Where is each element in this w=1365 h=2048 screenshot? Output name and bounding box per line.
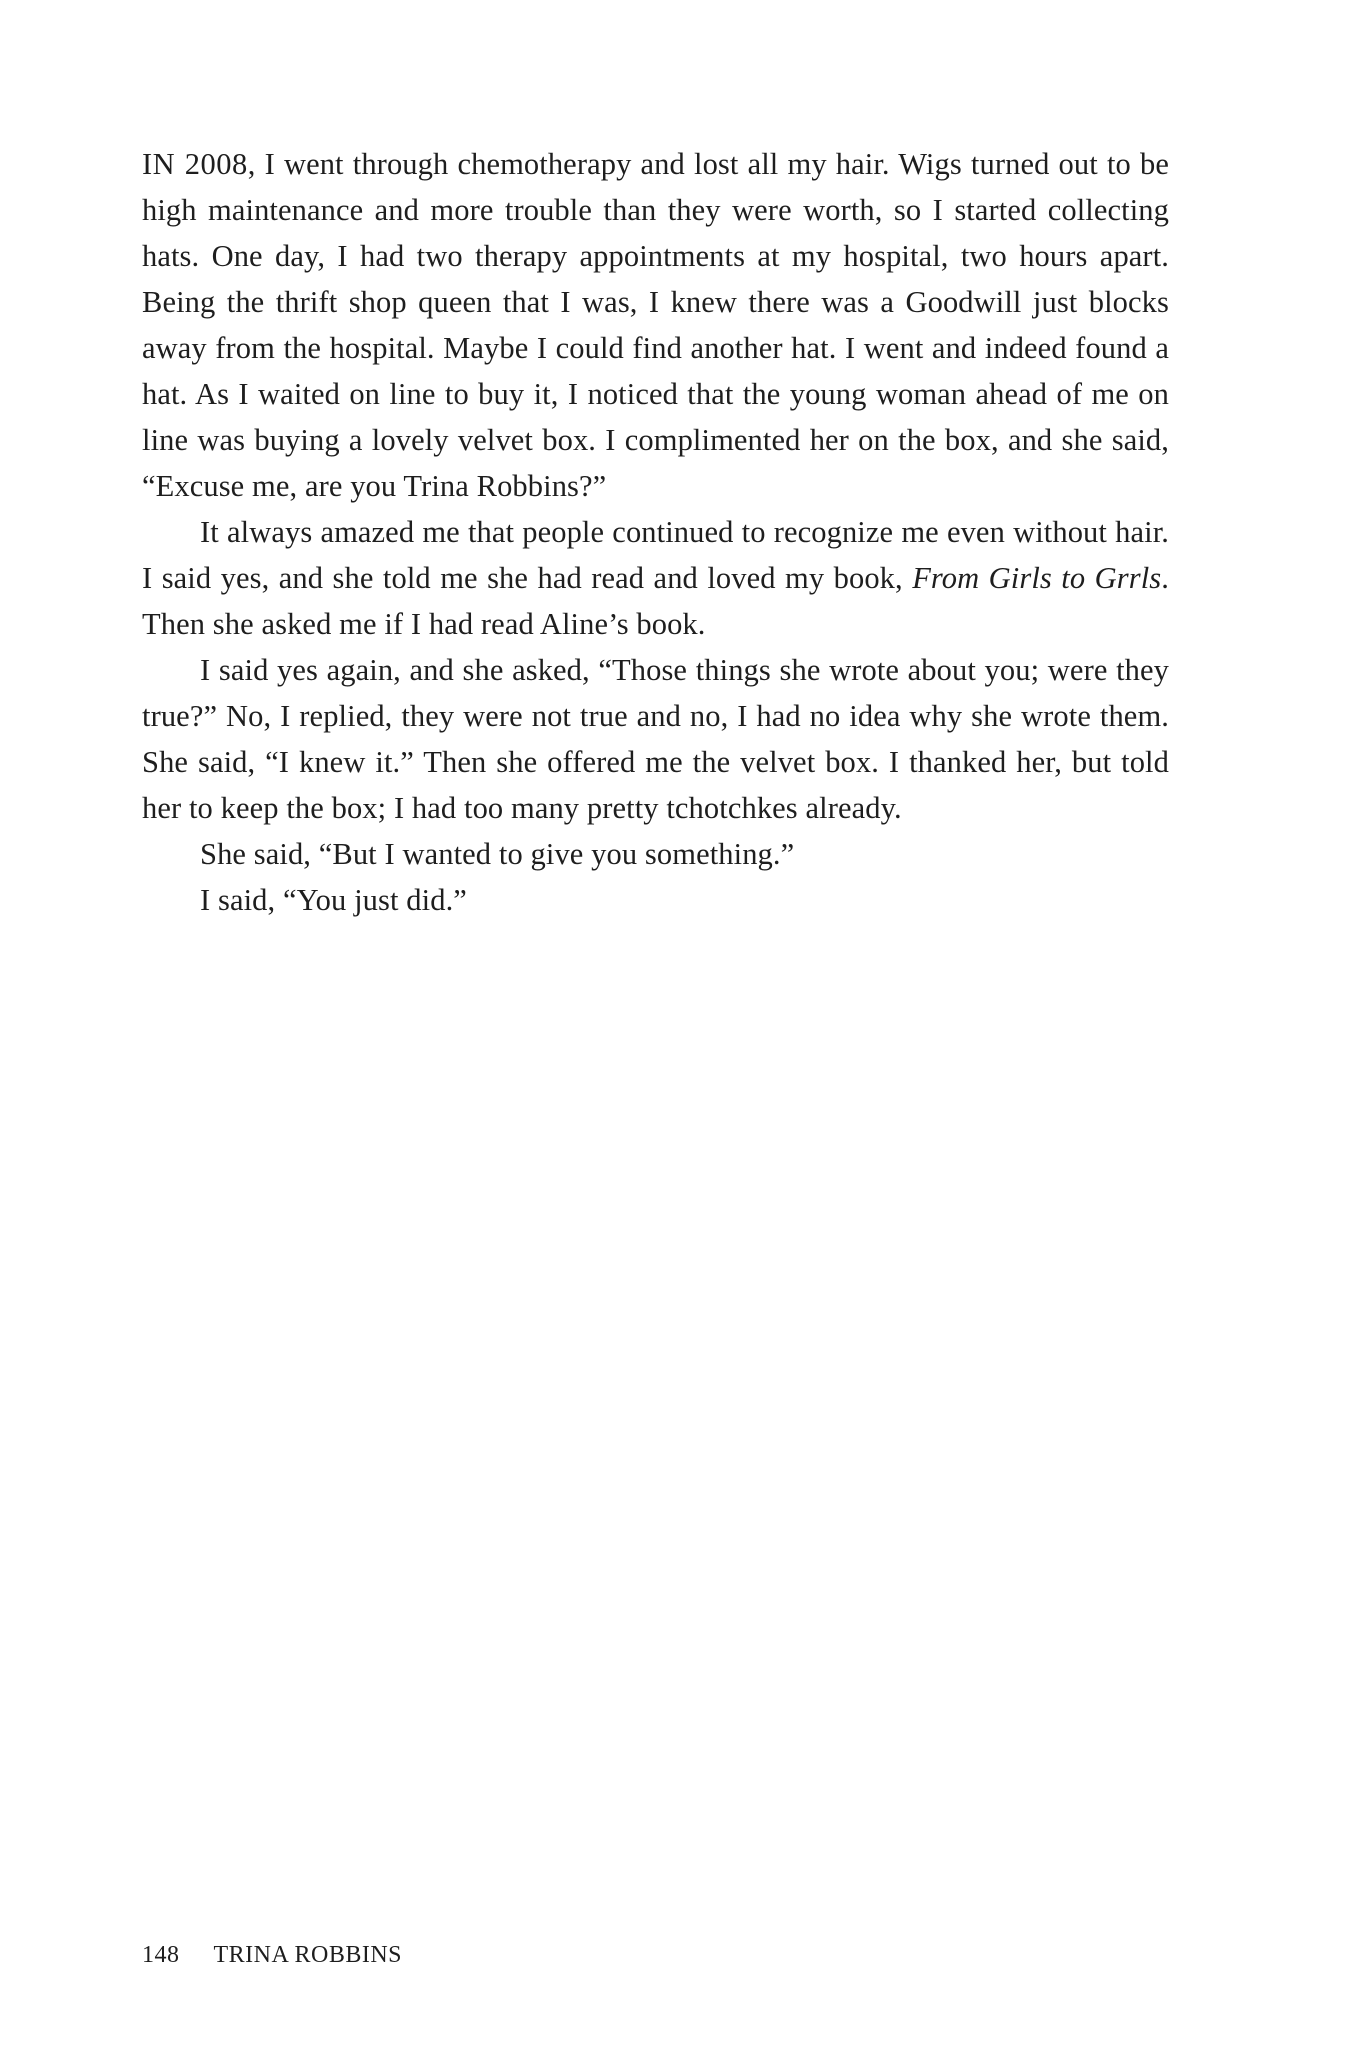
paragraph-1-text: , I went through chemotherapy and lost all my hair. Wigs turned out to be high maintenance and more trouble than they were worth, so I started collecting hats. One day, I had two therapy appointments at my hospital, two hours apart. Being the thrift shop queen that I was, I knew there was a Goodwill just blocks away from the hospital. Maybe I could find another hat. I went and indeed found a hat. As I waited on line to buy it, I noticed that the young woman ahead of me on line was buying a lovely velvet box. I complimented her on the box, and she said, “Excuse me, are you Trina Robbins?”	[142, 147, 1169, 503]
paragraph-4: She said, “But I wanted to give you something.”	[200, 837, 795, 871]
paragraph-2-text-before: It always amazed me that people continued to recognize me even without hair. I said yes, and she told me she had read and loved my book,	[142, 515, 1169, 595]
body-text	[142, 141, 1169, 923]
page-footer	[142, 1942, 402, 1969]
paragraph-5: I said, “You just did.”	[200, 883, 467, 917]
page-number: 148	[142, 1942, 180, 1968]
book-title: From Girls to Grrls	[912, 561, 1162, 595]
paragraph-2	[142, 509, 1169, 647]
paragraph-2-text-after: . Then she asked me if I had read Aline’s book.	[142, 561, 1170, 641]
paragraph-1	[142, 141, 1169, 509]
paragraph-3: I said yes again, and she asked, “Those things she wrote about you; were they true?” No, I replied, they were not true and no, I had no idea why she wrote them. She said, “I knew it.” Then she offered me the velvet box. I thanked her, but told her to keep the box; I had too many pretty tchotchkes already.	[142, 653, 1169, 825]
running-head: TRINA ROBBINS	[213, 1942, 403, 1968]
paragraph-lead-in: IN 2008	[142, 147, 248, 181]
